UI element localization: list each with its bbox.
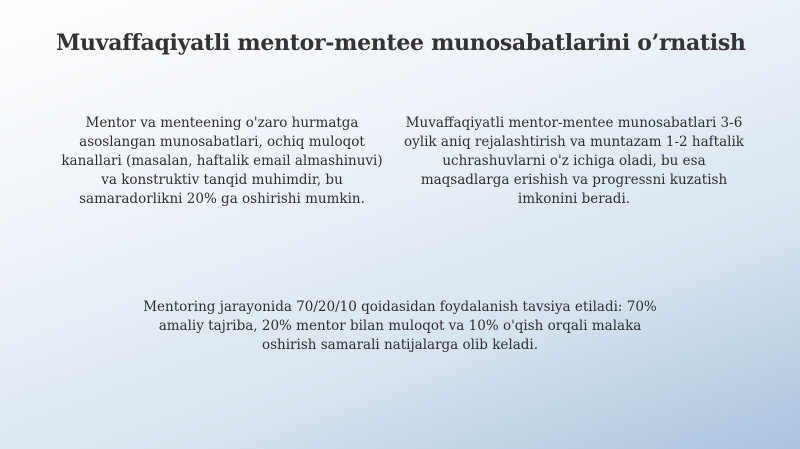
slide-title: Muvaffaqiyatli mentor-mentee munosabatlarini o’rnatish [56, 30, 746, 56]
paragraph-planning-meetings: Muvaffaqiyatli mentor-mentee munosabatlari 3-6 oylik aniq rejalashtirish va muntazam 1-2 haftalik uchrashuvlarni o'z ichiga oladi, bu esa maqsadlarga erishish va progressni kuzatish imkonini beradi. [404, 115, 744, 207]
paragraph-mentor-relations: Mentor va menteening o'zaro hurmatga asoslangan munosabatlari, ochiq muloqot kanallari (masalan, haftalik email almashinuvi) va konstruktiv tanqid muhimdir, bu samaradorlikni 20% ga oshirishi mumkin. [61, 115, 383, 207]
title-container [0, 30, 800, 62]
paragraph-70-20-10-rule: Mentoring jarayonida 70/20/10 qoidasidan foydalanish tavsiya etiladi: 70% amaliy tajriba, 20% mentor bilan muloqot va 10% o'qish orqali malaka oshirish samarali natijalarga olib keladi. [143, 299, 657, 353]
